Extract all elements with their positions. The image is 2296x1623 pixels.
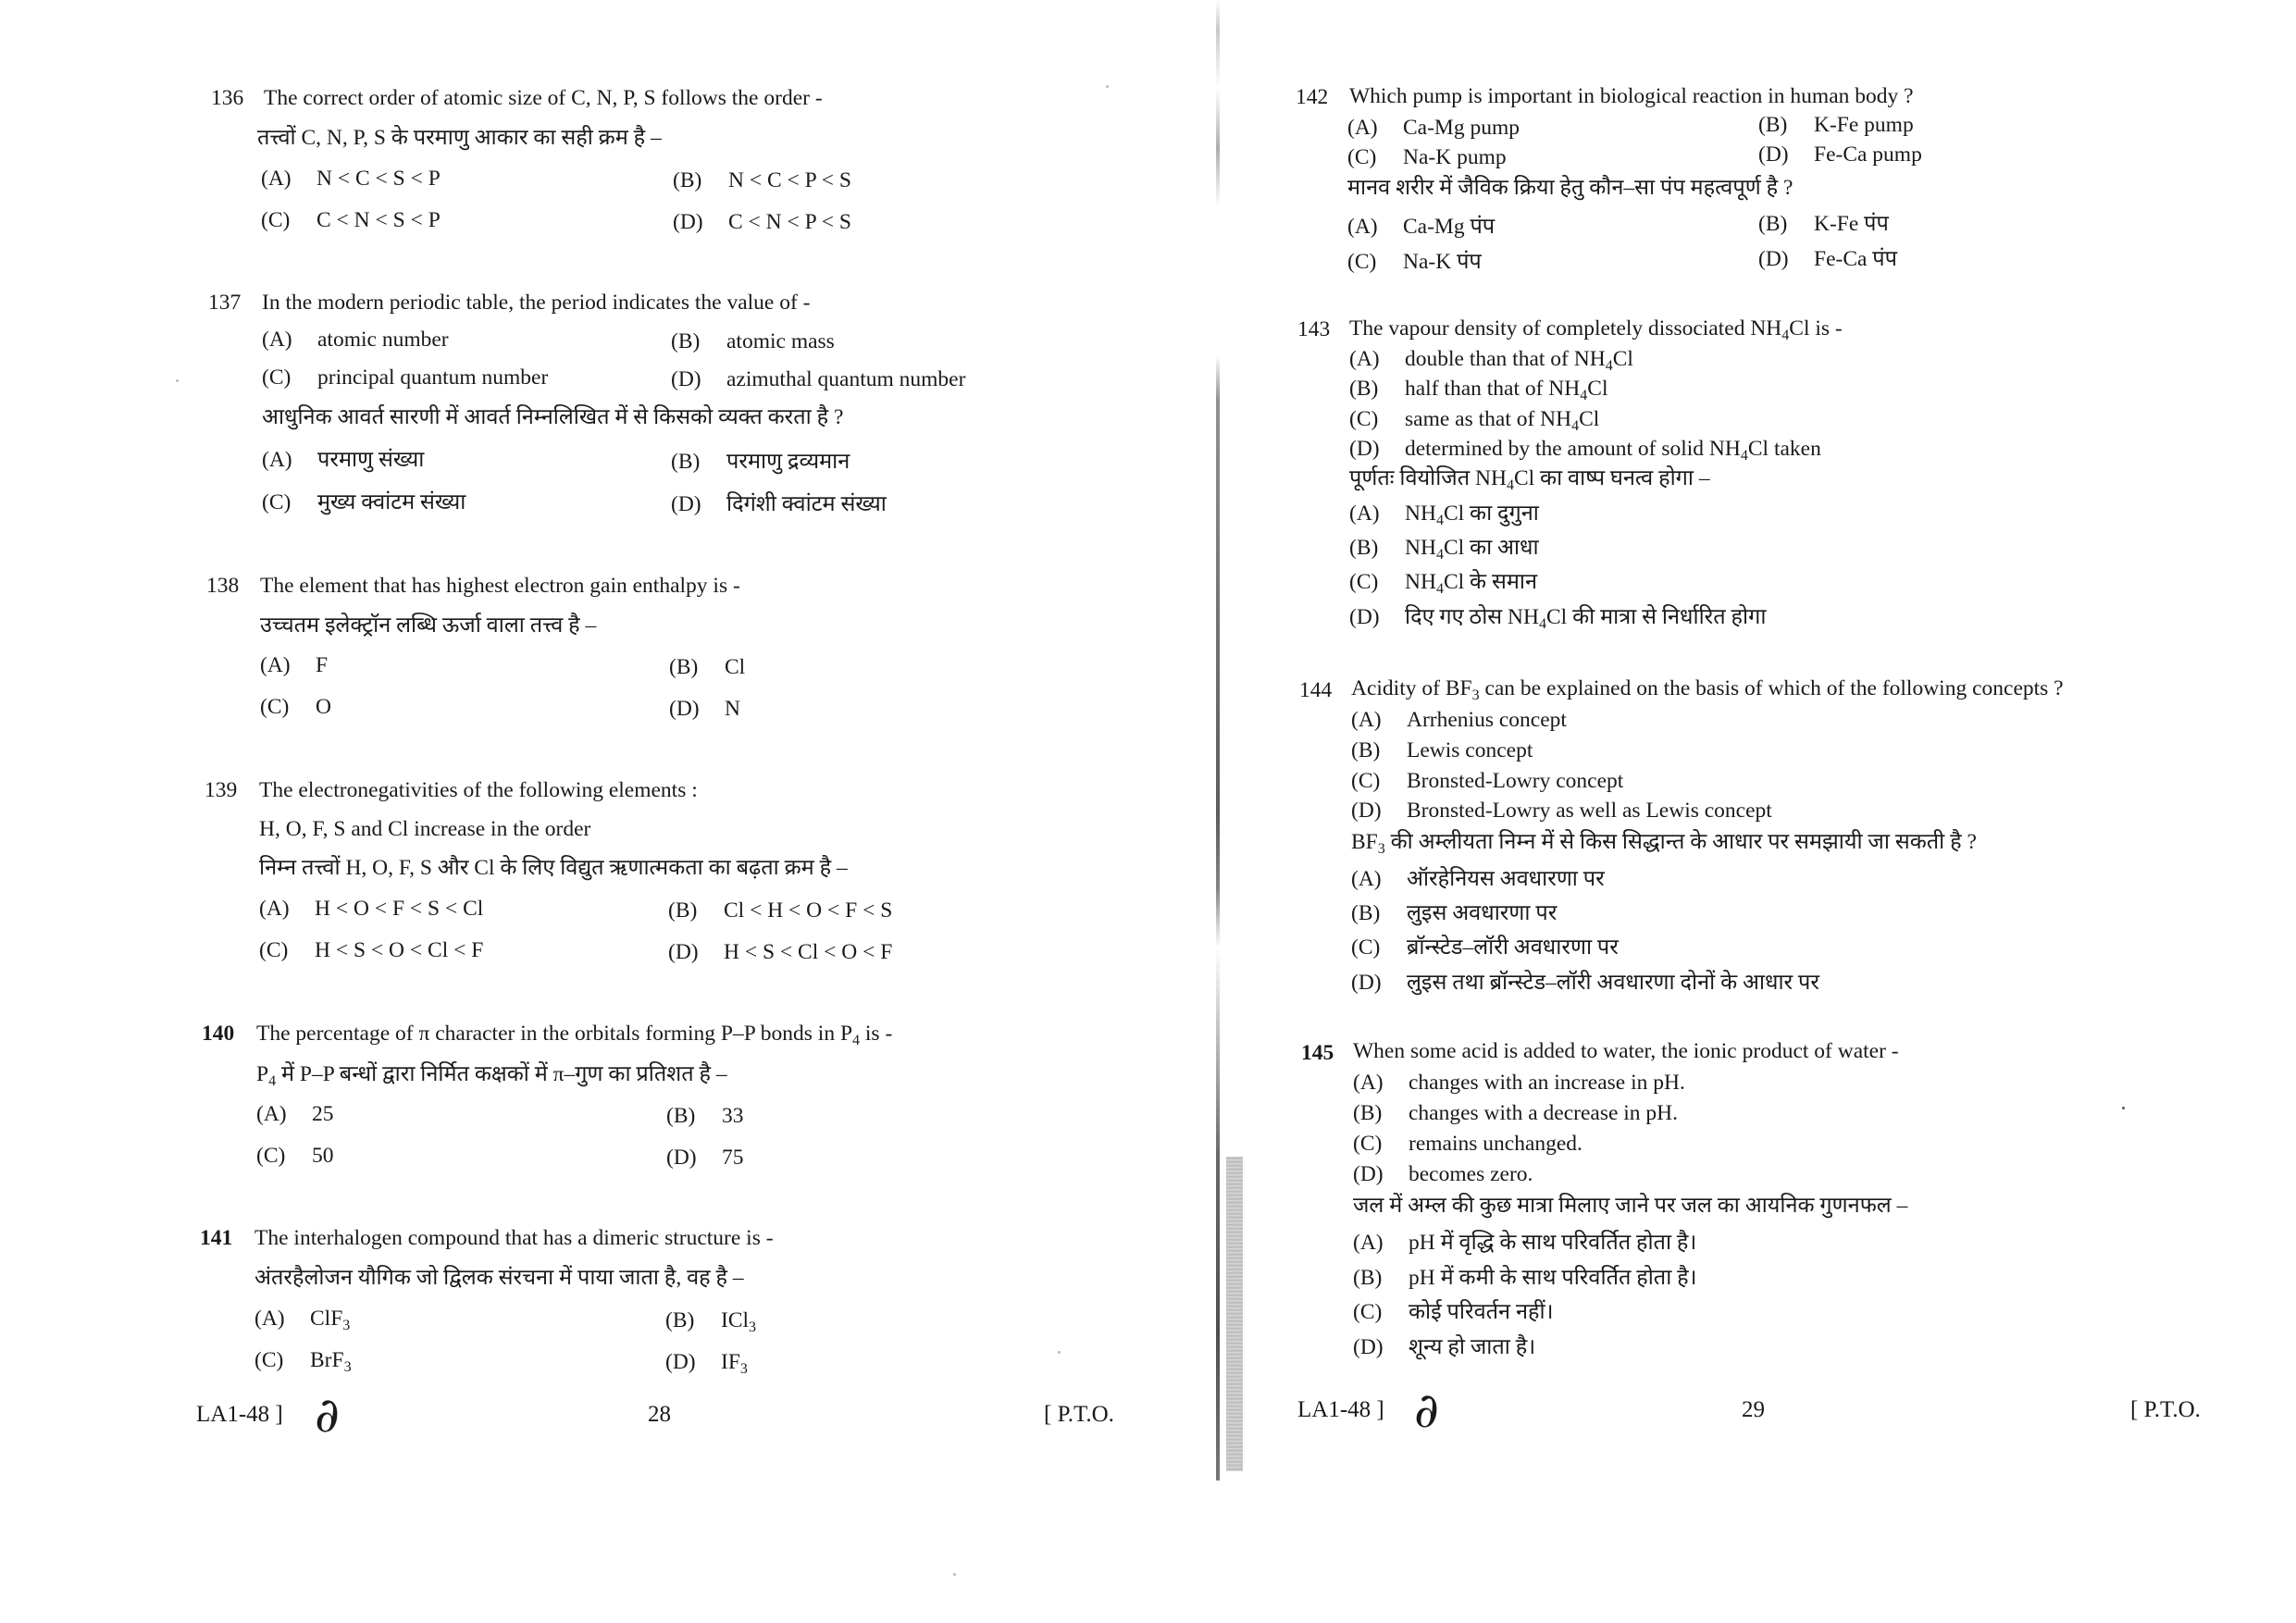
question-number: 144 <box>1299 678 1333 702</box>
option-c: (C) O <box>260 695 331 719</box>
option-d: (D) $IF_3$ <box>665 1350 748 1377</box>
option-a-hi: (A) ऑरहेनियस अवधारणा पर <box>1351 867 1605 891</box>
option-b-hi: (B) K-Fe पंप <box>1758 212 1889 236</box>
option-c-hi: (C) कोई परिवर्तन नहीं। <box>1353 1300 1554 1324</box>
option-a-hi: (A) $NH_4Cl$ का दुगुना <box>1349 502 1539 528</box>
option-a: (A) H < O < F < S < Cl <box>259 897 484 921</box>
question-text-en: The electronegativities of the following elements : <box>259 778 698 802</box>
option-a: (A) atomic number <box>262 328 449 352</box>
pi-symbol: π <box>418 1022 430 1046</box>
option-c: (C) Na-K pump <box>1347 145 1507 169</box>
scan-speck <box>953 1573 956 1576</box>
option-b-hi: (B) $NH_4Cl$ का आधा <box>1349 536 1539 563</box>
option-c: (C) Bronsted-Lowry concept <box>1351 769 1624 793</box>
option-b: (B) half than that of $NH_4Cl$ <box>1349 377 1608 403</box>
question-text-hi: जल में अम्ल की कुछ मात्रा मिलाए जाने पर जल का आयनिक गुणनफल – <box>1353 1194 1908 1218</box>
option-c: (C) remains unchanged. <box>1353 1132 1582 1156</box>
question-number: 140 <box>202 1022 235 1046</box>
option-b: (B) Cl <box>669 655 746 679</box>
option-c-hi: (C) Na-K पंप <box>1347 250 1482 274</box>
option-d: (D) azimuthal quantum number <box>671 367 966 391</box>
question-text-hi: तत्त्वों C, N, P, S के परमाणु आकार का सही क्रम है – <box>257 126 662 150</box>
option-c: (C) 50 <box>256 1144 334 1168</box>
option-d: (D) Bronsted-Lowry as well as Lewis concept <box>1351 799 1772 823</box>
question-text-en: Which pump is important in biological reaction in human body ? <box>1349 84 1914 108</box>
option-d: (D) becomes zero. <box>1353 1162 1533 1186</box>
option-a-hi: (A) pH में वृद्धि के साथ परिवर्तित होता है। <box>1353 1231 1697 1255</box>
option-d-hi: (D) शून्य हो जाता है। <box>1353 1335 1536 1359</box>
pto-label: [ P.T.O. <box>2130 1397 2201 1422</box>
question-text-en: In the modern periodic table, the period indicates the value of - <box>262 291 811 315</box>
option-c: (C) C < N < S < P <box>261 208 441 232</box>
option-d: (D) 75 <box>666 1146 744 1170</box>
option-c: (C) BrF$_3$ <box>254 1348 352 1375</box>
seal-mark-icon: ∂ <box>315 1388 340 1443</box>
question-text-hi: अंतरहैलोजन यौगिक जो द्विलक संरचना में पाया जाता है, वह है – <box>254 1266 744 1290</box>
option-b-hi: (B) लुइस अवधारणा पर <box>1351 901 1558 925</box>
option-c-hi: (C) ब्रॉन्स्टेड–लॉरी अवधारणा पर <box>1351 935 1619 960</box>
question-number: 139 <box>205 778 238 802</box>
question-number: 137 <box>208 291 242 315</box>
scan-speck <box>1106 85 1109 88</box>
option-a: (A) double than that of $NH_4Cl$ <box>1349 347 1633 374</box>
question-number: 143 <box>1297 317 1331 341</box>
question-text-hi: पूर्णतः वियोजित $NH_4Cl$ का वाष्प घनत्व होगा – <box>1349 466 1710 493</box>
question-number: 141 <box>200 1226 233 1250</box>
question-text-en: The correct order of atomic size of C, N, P, S follows the order - <box>264 86 823 110</box>
option-b: (B) changes with a decrease in pH. <box>1353 1101 1679 1125</box>
question-text-hi: निम्न तत्त्वों H, O, F, S और Cl के लिए विद्युत ऋणात्मकता का बढ़ता क्रम है – <box>259 856 848 880</box>
option-b: (B) N < C < P < S <box>673 168 851 192</box>
option-c-hi: (C) मुख्य क्वांटम संख्या <box>262 490 466 514</box>
question-text-hi: आधुनिक आवर्त सारणी में आवर्त निम्नलिखित में से किसको व्यक्त करता है ? <box>262 405 844 429</box>
question-text-en: The percentage of π character in the orbitals forming P–P bonds in $P_4$ is - <box>256 1022 893 1048</box>
question-text-hi: $P_4$ में P–P बन्धों द्वारा निर्मित कक्षकों में π–गुण का प्रतिशत है – <box>256 1062 727 1089</box>
option-a: (A) Ca-Mg pump <box>1347 116 1520 140</box>
scan-speck <box>2122 1107 2125 1109</box>
option-b: (B) Cl < H < O < F < S <box>668 898 893 923</box>
binding-gutter <box>1216 0 1220 1481</box>
option-c-hi: (C) $NH_4Cl$ के समान <box>1349 570 1538 597</box>
right-page <box>1222 0 2296 1623</box>
option-d: (D) H < S < Cl < O < F <box>668 940 893 964</box>
question-text-hi: मानव शरीर में जैविक क्रिया हेतु कौन–सा पंप महत्वपूर्ण है ? <box>1347 176 1793 200</box>
option-b: (B) ICl$_3$ <box>665 1308 757 1335</box>
option-b-hi: (B) परमाणु द्रव्यमान <box>671 450 850 474</box>
scan-speck <box>176 379 179 382</box>
option-a: (A) 25 <box>256 1102 334 1126</box>
question-number: 145 <box>1301 1041 1334 1065</box>
pto-label: [ P.T.O. <box>1044 1402 1114 1427</box>
question-text-en: Acidity of $BF_3$ can be explained on the basis of which of the following concepts ? <box>1351 676 2064 703</box>
question-number: 136 <box>211 86 244 110</box>
option-d: (D) N <box>669 697 740 721</box>
option-a: (A) ClF$_3$ <box>254 1307 351 1333</box>
option-c: (C) H < S < O < Cl < F <box>259 938 484 962</box>
option-a: (A) changes with an increase in pH. <box>1353 1071 1685 1095</box>
pi-symbol: π <box>552 1062 565 1086</box>
option-d: (D) determined by the amount of solid $NH_4Cl$ taken <box>1349 437 1821 464</box>
question-number: 142 <box>1296 85 1329 109</box>
option-a-hi: (A) परमाणु संख्या <box>262 448 425 472</box>
page-number: 29 <box>1742 1397 1765 1422</box>
question-text-en: The interhalogen compound that has a dimeric structure is - <box>254 1226 774 1250</box>
option-d-hi: (D) दिए गए ठोस $NH_4Cl$ की मात्रा से निर्धारित होगा <box>1349 605 1767 632</box>
option-a-hi: (A) Ca-Mg पंप <box>1347 215 1496 239</box>
option-b-hi: (B) pH में कमी के साथ परिवर्तित होता है। <box>1353 1266 1697 1290</box>
option-d: (D) C < N < P < S <box>673 210 851 234</box>
question-text-en: The element that has highest electron gain enthalpy is - <box>260 574 740 598</box>
question-number: 138 <box>206 574 240 598</box>
option-a: (A) N < C < S < P <box>261 167 441 191</box>
paper-code: LA1-48 ] <box>1297 1397 1384 1422</box>
seal-mark-icon: ∂ <box>1414 1383 1439 1439</box>
page-number: 28 <box>648 1402 671 1427</box>
question-text-en: The vapour density of completely dissociated $NH_4Cl$ is - <box>1349 316 1843 343</box>
option-b: (B) Lewis concept <box>1351 738 1533 762</box>
option-c: (C) same as that of $NH_4Cl$ <box>1349 407 1600 434</box>
question-text-hi: $BF_3$ की अम्लीयता निम्न में से किस सिद्धान्त के आधार पर समझायी जा सकती है ? <box>1351 830 1977 857</box>
option-a: (A) F <box>260 653 329 677</box>
question-text-en: When some acid is added to water, the ionic product of water - <box>1353 1039 1899 1063</box>
paper-code: LA1-48 ] <box>196 1402 283 1427</box>
scan-speck <box>1058 1351 1061 1354</box>
option-d-hi: (D) लुइस तथा ब्रॉन्स्टेड–लॉरी अवधारणा दोनों के आधार पर <box>1351 971 1820 995</box>
option-d-hi: (D) Fe-Ca पंप <box>1758 247 1898 271</box>
option-d-hi: (D) दिगंशी क्वांटम संख्या <box>671 492 887 516</box>
option-c: (C) principal quantum number <box>262 365 549 390</box>
option-a: (A) Arrhenius concept <box>1351 708 1567 732</box>
question-text-hi: उच्चतम इलेक्ट्रॉन लब्धि ऊर्जा वाला तत्त्व है – <box>260 613 597 638</box>
option-b: (B) 33 <box>666 1104 744 1128</box>
option-b: (B) K-Fe pump <box>1758 113 1914 137</box>
option-d: (D) Fe-Ca pump <box>1758 142 1922 167</box>
option-b: (B) atomic mass <box>671 329 835 353</box>
question-text-en-2: H, O, F, S and Cl increase in the order <box>259 817 591 841</box>
